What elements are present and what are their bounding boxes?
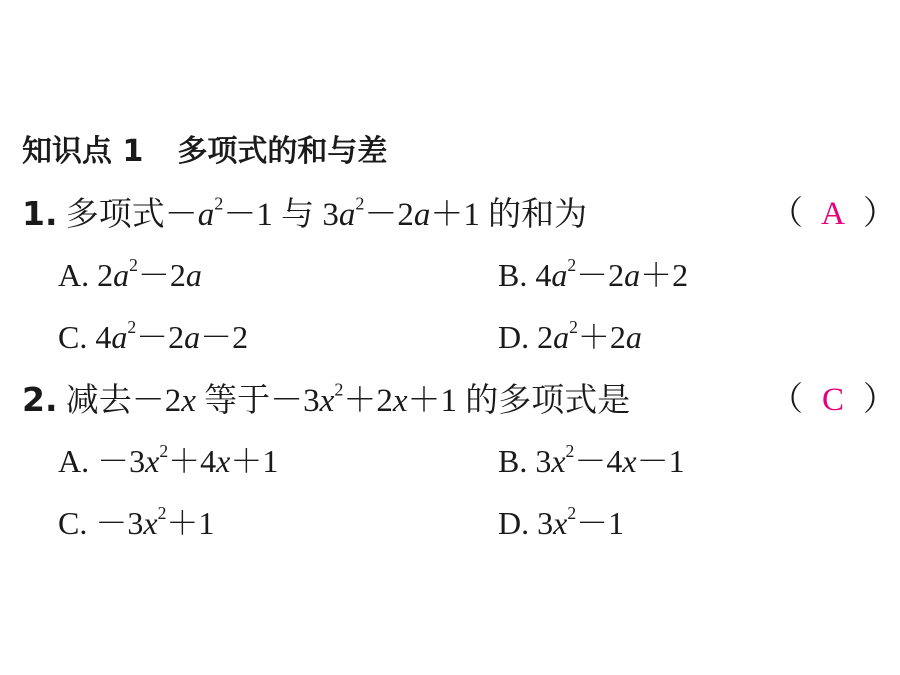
option-c: C. $-3x^2+1$: [58, 503, 215, 541]
section-title: 知识点 1: [22, 134, 144, 169]
option-d: D. $3x^2-1$: [498, 503, 625, 541]
option-d: D. $2a^2+2a$: [498, 317, 642, 355]
answer-bracket-1: （ A ）: [770, 196, 896, 232]
option-c: C. $4a^2-2a-2$: [58, 317, 249, 355]
option-a: A. $2a^2-2a$: [58, 255, 202, 293]
question-number: 2.: [22, 380, 58, 419]
question-number: 1.: [22, 194, 58, 233]
answer-letter: A: [821, 196, 845, 232]
answer-bracket-2: （ C ）: [770, 382, 896, 418]
option-b: B. $3x^2-4x-1$: [498, 441, 685, 479]
option-b: B. $4a^2-2a+2$: [498, 255, 689, 293]
option-a: A. $-3x^2+4x+1$: [58, 441, 279, 479]
section-subtitle: 多项式的和与差: [177, 134, 388, 169]
question-2: [22, 380, 630, 421]
question-1: [22, 194, 587, 235]
section-heading: [22, 132, 387, 172]
answer-letter: C: [821, 382, 844, 418]
question-stem: 减去－2x 等于$-3x^2+2x+1$ 的多项式是: [65, 379, 631, 419]
question-stem: 多项式$-a^2-1$ 与 $3a^2-2a+1$ 的和为: [65, 193, 588, 233]
